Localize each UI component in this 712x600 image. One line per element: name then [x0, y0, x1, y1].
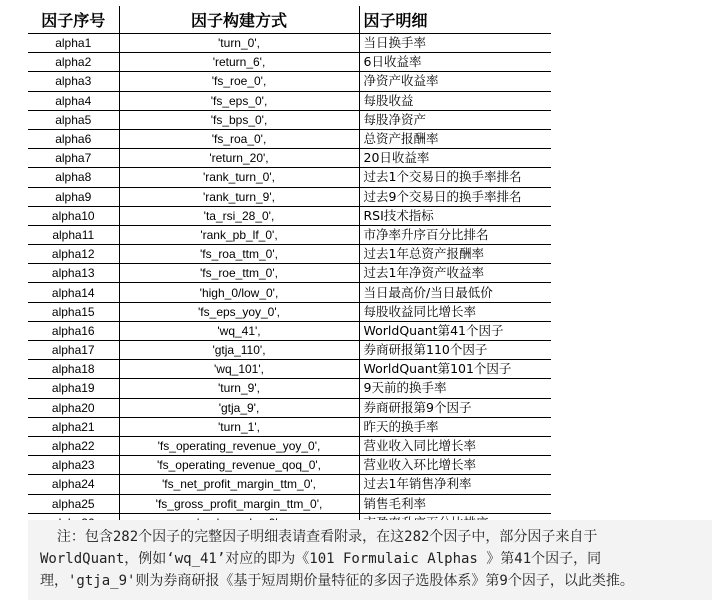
table-row: [28, 321, 551, 340]
table-row: [28, 129, 551, 148]
factor-detail-cell: 销售毛利率: [359, 494, 551, 513]
table-row: [28, 168, 551, 187]
factor-id-cell: alpha20: [28, 398, 119, 417]
factor-id-cell: alpha9: [28, 187, 119, 206]
factor-detail-cell: 券商研报第9个因子: [359, 398, 551, 417]
factor-formula-cell: 'turn_1',: [119, 417, 359, 436]
factor-detail-cell: 过去1年净资产收益率: [359, 264, 551, 283]
factor-detail-cell: 券商研报第110个因子: [359, 341, 551, 360]
factor-detail-cell: 净资产收益率: [359, 72, 551, 91]
factor-id-cell: alpha2: [28, 53, 119, 72]
factor-detail-cell: 过去9个交易日的换手率排名: [359, 187, 551, 206]
factor-formula-cell: 'high_0/low_0',: [119, 283, 359, 302]
factor-id-cell: alpha18: [28, 360, 119, 379]
table-row: [28, 225, 551, 244]
table-row: [28, 206, 551, 225]
table-row: [28, 187, 551, 206]
factor-formula-cell: 'rank_turn_0',: [119, 168, 359, 187]
factor-detail-cell: 每股收益同比增长率: [359, 302, 551, 321]
footnote-line-3: 理，'gtja_9'则为券商研报《基于短周期价量特征的多因子选股体系》第9个因子，以此类推。: [40, 573, 634, 589]
factor-formula-cell: 'fs_net_profit_margin_ttm_0',: [119, 475, 359, 494]
factor-formula-cell: 'ta_rsi_28_0',: [119, 206, 359, 225]
factor-formula-cell: 'fs_roe_0',: [119, 72, 359, 91]
table-header-row: [28, 6, 551, 34]
table-row: [28, 34, 551, 53]
table-row: [28, 379, 551, 398]
table-row: [28, 149, 551, 168]
footnote-line-1: 注：包含282个因子的完整因子明细表请查看附录，在这282个因子中，部分因子来自于: [40, 529, 598, 545]
table-row: [28, 110, 551, 129]
footnote-box: [28, 520, 712, 600]
table-row: [28, 302, 551, 321]
table-row: [28, 494, 551, 513]
factor-formula-cell: 'gtja_9',: [119, 398, 359, 417]
factor-id-cell: alpha10: [28, 206, 119, 225]
footnote-line-2: WorldQuant，例如‘wq_41’对应的即为《101 Formulaic Alphas 》第41个因子，同: [40, 551, 602, 567]
factor-id-cell: alpha24: [28, 475, 119, 494]
factor-id-cell: alpha13: [28, 264, 119, 283]
factor-formula-cell: 'return_20',: [119, 149, 359, 168]
table-row: [28, 398, 551, 417]
factor-id-cell: alpha14: [28, 283, 119, 302]
factor-formula-cell: 'fs_roe_ttm_0',: [119, 264, 359, 283]
factor-id-cell: alpha4: [28, 91, 119, 110]
factor-id-cell: alpha23: [28, 456, 119, 475]
table-row: [28, 264, 551, 283]
factor-detail-cell: WorldQuant第101个因子: [359, 360, 551, 379]
factor-detail-cell: 每股净资产: [359, 110, 551, 129]
factor-formula-cell: 'return_6',: [119, 53, 359, 72]
factor-formula-cell: 'rank_pb_lf_0',: [119, 225, 359, 244]
header-factor-formula: 因子构建方式: [119, 6, 359, 34]
table-row: [28, 72, 551, 91]
table-row: [28, 53, 551, 72]
factor-id-cell: alpha11: [28, 225, 119, 244]
factor-formula-cell: 'fs_eps_0',: [119, 91, 359, 110]
table-row: [28, 360, 551, 379]
factor-id-cell: alpha1: [28, 34, 119, 53]
factor-id-cell: alpha22: [28, 436, 119, 455]
factor-detail-cell: 市净率升序百分比排名: [359, 225, 551, 244]
table-row: [28, 417, 551, 436]
factor-detail-cell: 6日收益率: [359, 53, 551, 72]
factor-formula-cell: 'fs_operating_revenue_qoq_0',: [119, 456, 359, 475]
factor-detail-cell: 20日收益率: [359, 149, 551, 168]
factor-id-cell: alpha25: [28, 494, 119, 513]
factor-formula-cell: 'fs_gross_profit_margin_ttm_0',: [119, 494, 359, 513]
table-row: [28, 91, 551, 110]
factor-formula-cell: 'fs_roa_0',: [119, 129, 359, 148]
table-row: [28, 436, 551, 455]
factor-id-cell: alpha21: [28, 417, 119, 436]
table-row: [28, 456, 551, 475]
factor-formula-cell: 'rank_turn_9',: [119, 187, 359, 206]
factor-formula-cell: 'fs_eps_yoy_0',: [119, 302, 359, 321]
factor-detail-cell: 当日换手率: [359, 34, 551, 53]
factor-formula-cell: 'wq_41',: [119, 321, 359, 340]
table-row: [28, 245, 551, 264]
factor-formula-cell: 'fs_operating_revenue_yoy_0',: [119, 436, 359, 455]
factor-id-cell: alpha19: [28, 379, 119, 398]
factor-formula-cell: 'gtja_110',: [119, 341, 359, 360]
factor-table-container: [28, 6, 551, 533]
factor-id-cell: alpha12: [28, 245, 119, 264]
factor-detail-cell: 昨天的换手率: [359, 417, 551, 436]
factor-detail-cell: 过去1年总资产报酬率: [359, 245, 551, 264]
factor-detail-cell: 9天前的换手率: [359, 379, 551, 398]
factor-id-cell: alpha16: [28, 321, 119, 340]
factor-formula-cell: 'fs_bps_0',: [119, 110, 359, 129]
factor-id-cell: alpha15: [28, 302, 119, 321]
factor-formula-cell: 'fs_roa_ttm_0',: [119, 245, 359, 264]
header-factor-detail: 因子明细: [359, 6, 551, 34]
factor-detail-cell: 每股收益: [359, 91, 551, 110]
factor-id-cell: alpha5: [28, 110, 119, 129]
table-row: [28, 283, 551, 302]
table-row: [28, 475, 551, 494]
factor-detail-cell: 营业收入同比增长率: [359, 436, 551, 455]
factor-detail-cell: 总资产报酬率: [359, 129, 551, 148]
factor-id-cell: alpha6: [28, 129, 119, 148]
factor-id-cell: alpha17: [28, 341, 119, 360]
factor-detail-cell: 营业收入环比增长率: [359, 456, 551, 475]
factor-table: [28, 6, 551, 533]
factor-detail-cell: 过去1个交易日的换手率排名: [359, 168, 551, 187]
factor-detail-cell: 过去1年销售净利率: [359, 475, 551, 494]
factor-id-cell: alpha3: [28, 72, 119, 91]
factor-formula-cell: 'turn_0',: [119, 34, 359, 53]
factor-id-cell: alpha7: [28, 149, 119, 168]
table-row: [28, 341, 551, 360]
factor-detail-cell: WorldQuant第41个因子: [359, 321, 551, 340]
header-factor-id: 因子序号: [28, 6, 119, 34]
factor-id-cell: alpha8: [28, 168, 119, 187]
factor-detail-cell: 当日最高价/当日最低价: [359, 283, 551, 302]
factor-formula-cell: 'turn_9',: [119, 379, 359, 398]
factor-formula-cell: 'wq_101',: [119, 360, 359, 379]
factor-detail-cell: RSI技术指标: [359, 206, 551, 225]
